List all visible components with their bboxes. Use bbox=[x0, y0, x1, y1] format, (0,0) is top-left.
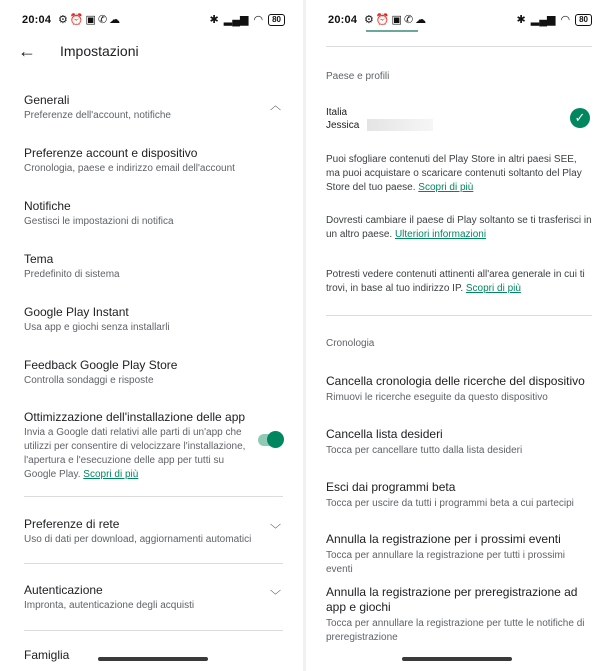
item-subtitle: Controlla sondaggi e risposte bbox=[24, 375, 154, 386]
profile-line bbox=[326, 119, 560, 132]
status-system-icons bbox=[517, 13, 592, 26]
account-preferences-screen bbox=[306, 0, 610, 671]
settings-item-play-instant[interactable] bbox=[24, 305, 281, 335]
leave-beta-item[interactable] bbox=[326, 480, 592, 511]
bluetooth-icon: ✱ bbox=[209, 14, 219, 26]
item-subtitle bbox=[24, 426, 259, 482]
item-title: Tema bbox=[24, 252, 54, 266]
item-title: Esci dai programmi beta bbox=[326, 480, 456, 494]
item-title: Notifiche bbox=[24, 199, 71, 213]
settings-item-feedback[interactable] bbox=[24, 358, 281, 388]
settings-item-network[interactable] bbox=[24, 517, 281, 547]
section-divider bbox=[24, 630, 283, 631]
item-subtitle: Tocca per annullare la registrazione per tutte le notifiche di preregistrazione bbox=[326, 618, 585, 643]
clear-wishlist-item[interactable] bbox=[326, 427, 592, 458]
profile-name: Jessica bbox=[326, 120, 360, 131]
paragraph-text: Potresti vedere contenuti attinenti all'area generale in cui ti trovi, in base al tuo indirizzo IP. bbox=[326, 269, 585, 294]
item-subtitle: Tocca per uscire da tutti i programmi beta a cui partecipi bbox=[326, 498, 574, 509]
learn-more-link[interactable]: Scopri di più bbox=[465, 283, 521, 294]
back-arrow-icon[interactable]: ← bbox=[18, 41, 36, 61]
scrolled-link-fragment bbox=[366, 30, 418, 32]
item-subtitle: Gestisci le impostazioni di notifica bbox=[24, 216, 174, 227]
check-circle-icon: ✓ bbox=[570, 108, 590, 128]
battery-icon: 80 bbox=[268, 14, 285, 26]
battery-icon: 80 bbox=[575, 14, 592, 26]
app-bar bbox=[0, 40, 303, 64]
item-title: Preferenze account e dispositivo bbox=[24, 146, 198, 160]
toggle-knob bbox=[267, 431, 284, 448]
bluetooth-icon: ✱ bbox=[516, 14, 526, 26]
status-time: 20:04 bbox=[22, 14, 52, 26]
item-title: Famiglia bbox=[24, 648, 70, 662]
status-notification-icons: ⚙⏰▣✆☁ bbox=[58, 14, 123, 26]
page-title: Impostazioni bbox=[60, 43, 139, 59]
item-subtitle: Rimuovi le ricerche eseguite da questo dispositivo bbox=[326, 392, 548, 403]
item-title: Annulla la registrazione per preregistrazione ad app e giochi bbox=[326, 585, 578, 614]
wifi-icon: ◠ bbox=[253, 14, 264, 26]
status-bar bbox=[306, 14, 610, 30]
country-profile-row[interactable] bbox=[326, 106, 560, 132]
item-title: Autenticazione bbox=[24, 583, 103, 597]
item-subtitle: Cronologia, paese e indirizzo email dell'account bbox=[24, 163, 235, 174]
status-time: 20:04 bbox=[328, 14, 358, 26]
learn-more-link[interactable]: Scopri di più bbox=[418, 182, 474, 193]
paragraph-text: Dovresti cambiare il paese di Play soltanto se ti trasferisci in un altro paese. bbox=[326, 215, 592, 240]
settings-item-auth[interactable] bbox=[24, 583, 281, 613]
settings-item-tema[interactable] bbox=[24, 252, 281, 282]
status-notification-icons: ⚙⏰▣✆☁ bbox=[364, 14, 429, 26]
item-subtitle: Impronta, autenticazione degli acquisti bbox=[24, 600, 195, 611]
item-title: Preferenze di rete bbox=[24, 517, 120, 531]
settings-item-install-optimization[interactable] bbox=[24, 410, 259, 482]
learn-more-link[interactable]: Scopri di più bbox=[83, 469, 139, 480]
section-header-country: Paese e profili bbox=[326, 71, 390, 82]
country-info-paragraph bbox=[326, 153, 592, 195]
wifi-icon: ◠ bbox=[560, 14, 571, 26]
item-title: Google Play Instant bbox=[24, 305, 129, 319]
paragraph-text: Puoi sfogliare contenuti del Play Store in altri paesi SEE, ma puoi acquistare o scaricare contenuti soltanto del Play Store del tuo paese. bbox=[326, 154, 582, 193]
section-divider bbox=[326, 315, 592, 316]
home-indicator[interactable] bbox=[98, 657, 208, 661]
chevron-down-icon[interactable]: ﹀ bbox=[270, 590, 281, 602]
redacted-email bbox=[367, 119, 433, 131]
settings-screen bbox=[0, 0, 303, 671]
section-header-history: Cronologia bbox=[326, 338, 375, 349]
status-bar bbox=[0, 14, 303, 30]
item-subtitle: Usa app e giochi senza installarli bbox=[24, 322, 170, 333]
item-subtitle: Predefinito di sistema bbox=[24, 269, 120, 280]
signal-icon: ▂▄▆ bbox=[530, 14, 556, 26]
chevron-down-icon[interactable]: ﹀ bbox=[270, 524, 281, 536]
unregister-preregistration-item[interactable] bbox=[326, 585, 592, 645]
item-title: Feedback Google Play Store bbox=[24, 358, 178, 372]
section-divider bbox=[326, 46, 592, 47]
item-title: Annulla la registrazione per i prossimi eventi bbox=[326, 532, 561, 546]
signal-icon: ▂▄▆ bbox=[223, 14, 249, 26]
item-subtitle: Uso di dati per download, aggiornamenti automatici bbox=[24, 534, 252, 545]
settings-item-account[interactable] bbox=[24, 146, 281, 176]
country-change-paragraph bbox=[326, 214, 592, 242]
item-subtitle: Preferenze dell'account, notifiche bbox=[24, 110, 171, 121]
clear-search-history-item[interactable] bbox=[326, 374, 592, 405]
chevron-up-icon[interactable]: ︿ bbox=[270, 100, 281, 112]
item-title: Ottimizzazione dell'installazione delle app bbox=[24, 410, 246, 424]
item-subtitle: Tocca per cancellare tutto dalla lista desideri bbox=[326, 445, 523, 456]
section-divider bbox=[24, 496, 283, 497]
home-indicator[interactable] bbox=[402, 657, 512, 661]
item-title: Cancella cronologia delle ricerche del dispositivo bbox=[326, 374, 585, 388]
status-system-icons bbox=[210, 13, 285, 26]
more-info-link[interactable]: Ulteriori informazioni bbox=[394, 229, 487, 240]
item-title: Generali bbox=[24, 93, 70, 107]
section-divider bbox=[24, 563, 283, 564]
unregister-events-item[interactable] bbox=[326, 532, 592, 577]
settings-item-generali[interactable] bbox=[24, 93, 281, 123]
settings-item-notifiche[interactable] bbox=[24, 199, 281, 229]
optimization-toggle[interactable] bbox=[258, 434, 282, 446]
optimization-description: Invia a Google dati relativi alle parti di un'app che utilizzi per consentire di velocizzare l'installazione, l'apertura e l'esecuzione delle app per tutti su Google Play. bbox=[24, 427, 246, 480]
country-name: Italia bbox=[326, 107, 348, 118]
item-subtitle: Tocca per annullare la registrazione per tutti i prossimi eventi bbox=[326, 550, 565, 575]
ip-location-paragraph bbox=[326, 268, 592, 296]
item-title: Cancella lista desideri bbox=[326, 427, 443, 441]
